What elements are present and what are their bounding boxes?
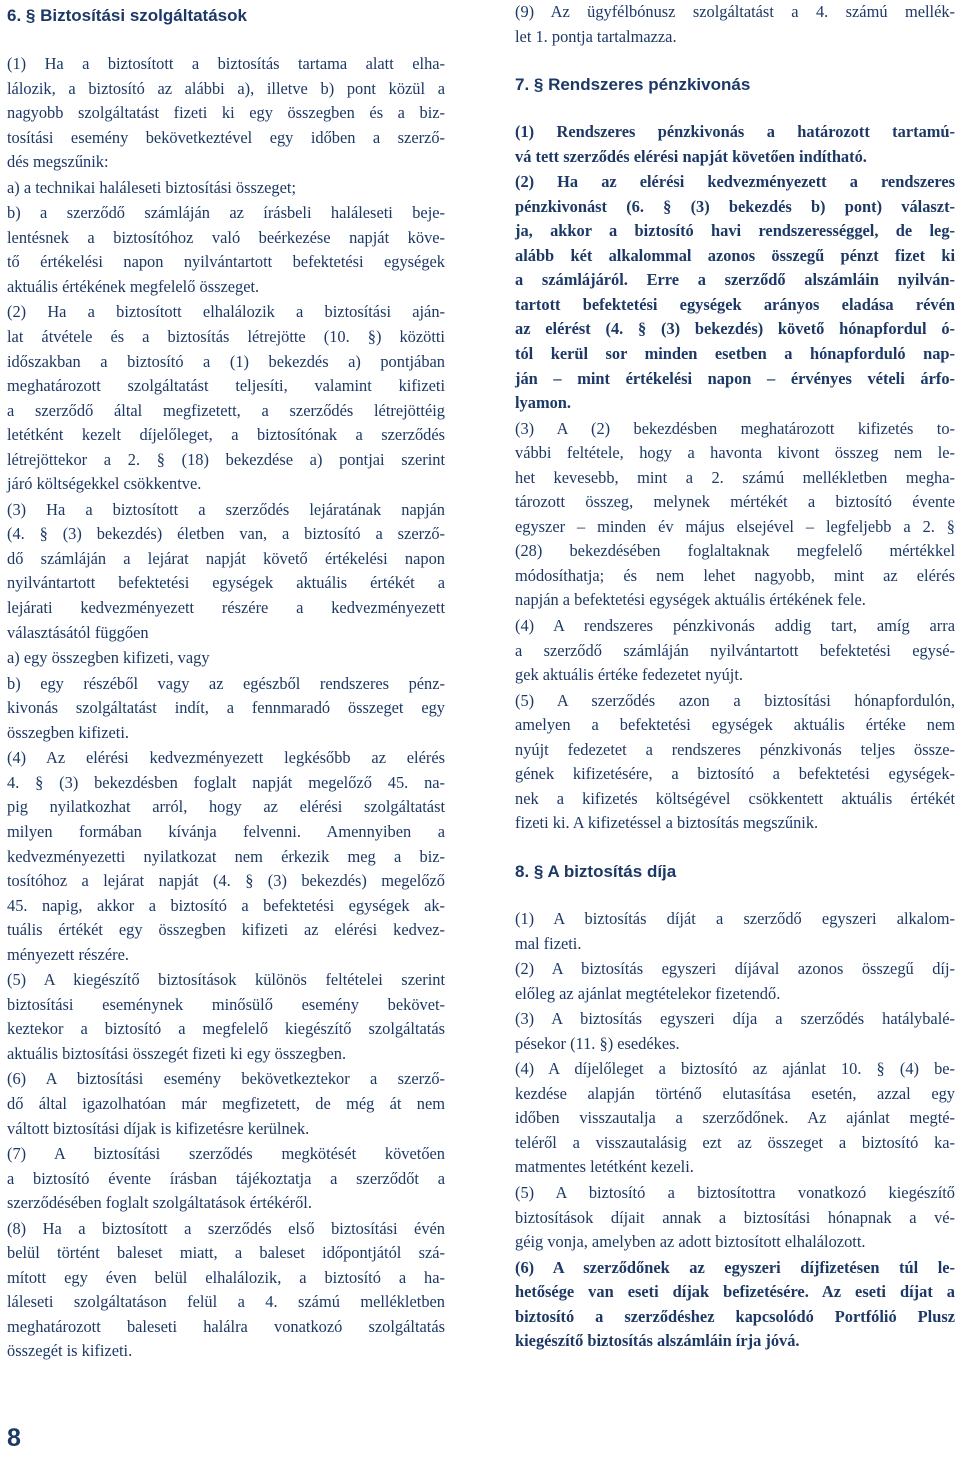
text-line: időben visszautalja a szerződőnek. Az ajánlat megté- bbox=[515, 1108, 955, 1128]
text-line: (4) Az elérési kedvezményezett legkésőbb az elérés bbox=[7, 748, 445, 768]
text-line: összegét is kifizeti. bbox=[7, 1341, 133, 1361]
text-line: időszakban a biztosító a (1) bekezdés a) pontjában bbox=[7, 351, 445, 371]
text-line: b) a szerződő számláján az írásbeli haláleseti beje- bbox=[7, 203, 445, 223]
text-line: tól kerül sor minden esetben a hónapforduló nap- bbox=[515, 344, 955, 364]
text-line: gének kifizetésére, a biztosító a befektetési egységek- bbox=[515, 764, 955, 784]
text-line: meghatározott baleseti halálra vonatkozó szolgáltatás bbox=[7, 1316, 445, 1336]
text-line: előleg az ajánlat megtételekor fizetendő. bbox=[515, 983, 781, 1003]
text-line: pésekor (11. §) esedékes. bbox=[515, 1033, 680, 1053]
paragraph bbox=[515, 170, 955, 415]
text-line: tő értékelési napon nyilvántartott befektetési egységek bbox=[7, 252, 445, 272]
text-line: (5) A biztosító a biztosítottra vonatkozó kiegészítő bbox=[515, 1182, 955, 1202]
text-line: kedvezményezetti nyilatkozat nem érkezik meg a biz- bbox=[7, 846, 445, 866]
text-line: meghatározott szolgáltatást teljesíti, valamint kifizeti bbox=[7, 376, 445, 396]
text-line: b) egy részéből vagy az egészből rendszeres pénz- bbox=[7, 673, 445, 693]
section-7-paragraphs bbox=[515, 417, 955, 836]
paragraph bbox=[7, 1217, 445, 1364]
paragraph bbox=[7, 176, 445, 201]
text-line: (1) A biztosítás díját a szerződő egyszeri alkalom- bbox=[515, 908, 955, 928]
paragraph-9 bbox=[515, 0, 955, 49]
text-line: láleseti szolgáltatáson felül a 4. számú mellékletben bbox=[7, 1292, 445, 1312]
paragraph bbox=[7, 201, 445, 299]
text-line: nyújt fedezetet a rendszeres pénzkivonás teljes össze- bbox=[515, 739, 955, 759]
paragraph bbox=[7, 646, 445, 671]
text-line: teléről a visszautalásig ezt az összeget a biztosító ka- bbox=[515, 1132, 955, 1152]
text-line: nagyobb szolgáltatást fizeti ki egy összegben és a biz- bbox=[7, 103, 445, 123]
text-line: kivonás szolgáltatást indít, a fennmaradó összeget egy bbox=[7, 698, 445, 718]
text-line: módosíthatja; és nem lehet nagyobb, mint az elérés bbox=[515, 565, 955, 585]
text-line: (5) A kiegészítő biztosítások különös feltételei szerint bbox=[7, 970, 445, 990]
text-line: keztekor a biztosító a megfelelő kiegészítő szolgáltatás bbox=[7, 1019, 445, 1039]
text-line: lentésnek a biztosítóhoz való beérkezése napját köve- bbox=[7, 227, 445, 247]
text-line: nyilvántartott befektetési egységek aktuális értékét a bbox=[7, 573, 445, 593]
text-line: biztosító a szerződéshez kapcsolódó Portfólió Plusz bbox=[515, 1306, 955, 1326]
text-line: a) egy összegben kifizeti, vagy bbox=[7, 648, 210, 668]
text-line: (2) Ha az elérési kedvezményezett a rendszeres bbox=[515, 172, 955, 192]
text-line: (8) Ha a biztosított a szerződés első biztosítási évén bbox=[7, 1218, 445, 1238]
text-line: az elérést (4. § (3) bekezdés) követő hónapfordul ó- bbox=[515, 319, 955, 339]
paragraph bbox=[515, 689, 955, 836]
paragraph bbox=[515, 907, 955, 956]
text-line: létrejöttekor a 2. § (18) bekezdése a) pontjai szerint bbox=[7, 449, 445, 469]
text-line: mal fizeti. bbox=[515, 933, 582, 953]
text-line: tosítási esemény bekövetkeztével egy időben a szerző- bbox=[7, 127, 445, 147]
text-line: (3) A (2) bekezdésben meghatározott kifizetés to- bbox=[515, 418, 955, 438]
text-line: (28) bekezdésében foglaltaknak megfelelő mértékkel bbox=[515, 541, 955, 561]
text-line: ményezett részére. bbox=[7, 944, 129, 964]
text-line: biztosítások díjait annak a biztosítási hónapnak a vé- bbox=[515, 1207, 955, 1227]
section-7-heading: 7. § Rendszeres pénzkivonás bbox=[515, 75, 751, 95]
text-line: szerződésében foglalt szolgáltatások értékéről. bbox=[7, 1193, 312, 1213]
text-line: vábbi feltétele, hogy a havonta kivont összeg nem le- bbox=[515, 443, 955, 463]
text-line: (4) A díjelőleget a biztosító az ajánlat 10. § (4) be- bbox=[515, 1059, 955, 1079]
text-line: lyamon. bbox=[515, 393, 572, 413]
text-line: dő számláján a lejárat napját követő értékelési napon bbox=[7, 548, 445, 568]
text-line: (9) Az ügyfélbónusz szolgáltatást a 4. számú mellék- bbox=[515, 2, 955, 21]
text-line: let 1. pontja tartalmazza. bbox=[515, 26, 677, 46]
section-8-paragraphs bbox=[515, 907, 955, 1255]
text-line: pénzkivonást (6. § (3) bekezdés b) pont) választ- bbox=[515, 196, 955, 216]
text-line: ja, akkor a biztosító havi rendszerességgel, de leg- bbox=[515, 221, 955, 241]
paragraph bbox=[515, 1256, 955, 1354]
text-line: tartott befektetési egységek arányos eladása révén bbox=[515, 294, 955, 314]
text-line: napján a befektetési egységek aktuális értékének fele. bbox=[515, 590, 866, 610]
text-line: (1) Ha a biztosított a biztosítás tartama alatt elha- bbox=[7, 54, 445, 73]
text-line: (4) A rendszeres pénzkivonás addig tart, amíg arra bbox=[515, 616, 955, 636]
paragraph bbox=[7, 52, 445, 175]
text-line: tuális értékét egy összegben kifizeti az elérési kedvez- bbox=[7, 920, 445, 940]
paragraph bbox=[7, 1142, 445, 1216]
text-line: milyen formában kívánja felvenni. Amennyiben a bbox=[7, 821, 445, 841]
text-line: (4. § (3) bekezdés) életben van, a biztosító a szerző- bbox=[7, 524, 445, 544]
paragraph bbox=[7, 498, 445, 645]
text-line: mított egy éven belül elhalálozik, a biztosító a ha- bbox=[7, 1267, 445, 1287]
text-line: tosítóhoz a lejárat napját (4. § (3) bekezdés) megelőző bbox=[7, 871, 445, 891]
text-line: het kevesebb, mint a 2. számú mellékletben megha- bbox=[515, 467, 955, 487]
section-8-heading: 8. § A biztosítás díja bbox=[515, 861, 677, 881]
text-line: (6) A biztosítási esemény bekövetkeztekor a szerző- bbox=[7, 1069, 445, 1089]
text-line: aktuális értékének megfelelő összeget. bbox=[7, 276, 260, 296]
text-line: biztosítási eseménynek minősülő esemény bekövet- bbox=[7, 994, 445, 1014]
section-8-bold-paragraph bbox=[515, 1256, 955, 1354]
right-column bbox=[515, 0, 955, 1355]
text-line: a biztosító évente írásban tájékoztatja a szerződőt a bbox=[7, 1168, 445, 1188]
paragraph bbox=[515, 1007, 955, 1056]
text-line: (2) A biztosítás egyszeri díjával azonos összegű díj- bbox=[515, 959, 955, 979]
text-line: dés megszűnik: bbox=[7, 152, 109, 172]
text-line: a szerződő által megfizetett, a szerződés létrejöttéig bbox=[7, 400, 445, 420]
paragraph bbox=[7, 746, 445, 967]
paragraph bbox=[515, 120, 955, 169]
text-line: a) a technikai haláleseti biztosítási összeget; bbox=[7, 177, 297, 197]
section-7-bold-paragraphs bbox=[515, 120, 955, 416]
left-column bbox=[7, 0, 445, 1365]
text-line: járó költségekkel csökkentve. bbox=[7, 474, 202, 494]
text-line: a szerződő számláján nyilvántartott befektetési egysé- bbox=[515, 640, 955, 660]
paragraph bbox=[515, 417, 955, 613]
text-line: egyszer – minden év május elsejével – legfeljebb a 2. § bbox=[515, 516, 955, 536]
text-line: (3) Ha a biztosított a szerződés lejáratának napján bbox=[7, 499, 445, 519]
paragraph bbox=[515, 1181, 955, 1255]
text-line: ján – mint értékelési napon – érvényes vételi árfo- bbox=[515, 368, 955, 388]
text-line: dő által igazolhatóan már megfizetett, de még át nem bbox=[7, 1093, 445, 1113]
text-line: (1) Rendszeres pénzkivonás a határozott tartamú- bbox=[515, 122, 955, 142]
paragraph bbox=[515, 0, 955, 49]
page-number: 8 bbox=[7, 1424, 21, 1452]
text-line: a számlájáról. Erre a szerződő alszámláin nyilván- bbox=[515, 270, 955, 290]
text-line: alább két alkalommal azonos összegű pénzt fizet ki bbox=[515, 245, 955, 265]
paragraph bbox=[515, 1057, 955, 1180]
section-6-heading: 6. § Biztosítási szolgáltatások bbox=[7, 6, 247, 25]
text-line: választásától függően bbox=[7, 622, 149, 642]
text-line: matmentes letétként kezeli. bbox=[515, 1157, 694, 1177]
text-line: (3) A biztosítás egyszeri díja a szerződés hatálybalé- bbox=[515, 1009, 955, 1029]
text-line: (6) A szerződőnek az egyszeri díjfizetésen túl le- bbox=[515, 1257, 955, 1277]
text-line: kezdése alapján történő elutasítása esetén, azzal egy bbox=[515, 1083, 955, 1103]
text-line: tározott összeg, melynek mértékét a biztosító évente bbox=[515, 492, 955, 512]
text-line: (7) A biztosítási szerződés megkötését követően bbox=[7, 1144, 445, 1164]
text-line: belül történt baleset miatt, a baleset időpontjától szá- bbox=[7, 1243, 445, 1263]
paragraph bbox=[7, 300, 445, 496]
text-line: pig nyilatkozhat arról, hogy az elérési szolgáltatást bbox=[7, 797, 445, 817]
text-line: aktuális biztosítási összegét fizeti ki egy összegben. bbox=[7, 1043, 347, 1063]
text-line: váltott biztosítási díjak is kifizetésre kerülnek. bbox=[7, 1118, 310, 1138]
paragraph bbox=[7, 968, 445, 1066]
text-line: géig vonja, amelyben az adott biztosított elhalálozott. bbox=[515, 1232, 866, 1252]
text-line: gek aktuális értéke fedezetet nyújt. bbox=[515, 665, 743, 685]
text-line: nek a kifizetés költségével csökkentett aktuális értékét bbox=[515, 788, 955, 808]
left-paragraphs bbox=[7, 52, 445, 1364]
text-line: fizeti ki. A kifizetéssel a biztosítás megszűnik. bbox=[515, 813, 819, 833]
paragraph bbox=[7, 672, 445, 746]
text-line: vá tett szerződés elérési napját követően indítható. bbox=[515, 146, 867, 166]
text-line: kiegészítő biztosítás alszámláin írja jóvá. bbox=[515, 1331, 800, 1351]
text-line: (2) Ha a biztosított elhalálozik a biztosítási aján- bbox=[7, 302, 445, 322]
text-line: lat átvétele és a biztosítás létrejötte (10. §) közötti bbox=[7, 327, 445, 347]
text-line: (5) A szerződés azon a biztosítási hónapfordulón, bbox=[515, 690, 955, 710]
text-line: 4. § (3) bekezdésben foglalt napját megelőző 45. na- bbox=[7, 772, 445, 792]
text-line: lálozik, a biztosító az alábbi a), illetve b) pont közül a bbox=[7, 78, 445, 98]
text-line: összegben kifizeti. bbox=[7, 722, 129, 742]
text-line: amelyen a befektetési egységek aktuális értéke nem bbox=[515, 715, 955, 735]
paragraph bbox=[7, 1067, 445, 1141]
paragraph bbox=[515, 614, 955, 688]
paragraph bbox=[515, 957, 955, 1006]
text-line: lejárati kedvezményezett részére a kedvezményezett bbox=[7, 598, 445, 618]
text-line: 45. napig, akkor a biztosító a befektetési egységek ak- bbox=[7, 895, 445, 915]
text-line: letétként kezelt díjelőleget, a biztosítónak a szerződés bbox=[7, 425, 445, 445]
text-line: hetősége van eseti díjak befizetésére. Az eseti díjat a bbox=[515, 1282, 955, 1302]
